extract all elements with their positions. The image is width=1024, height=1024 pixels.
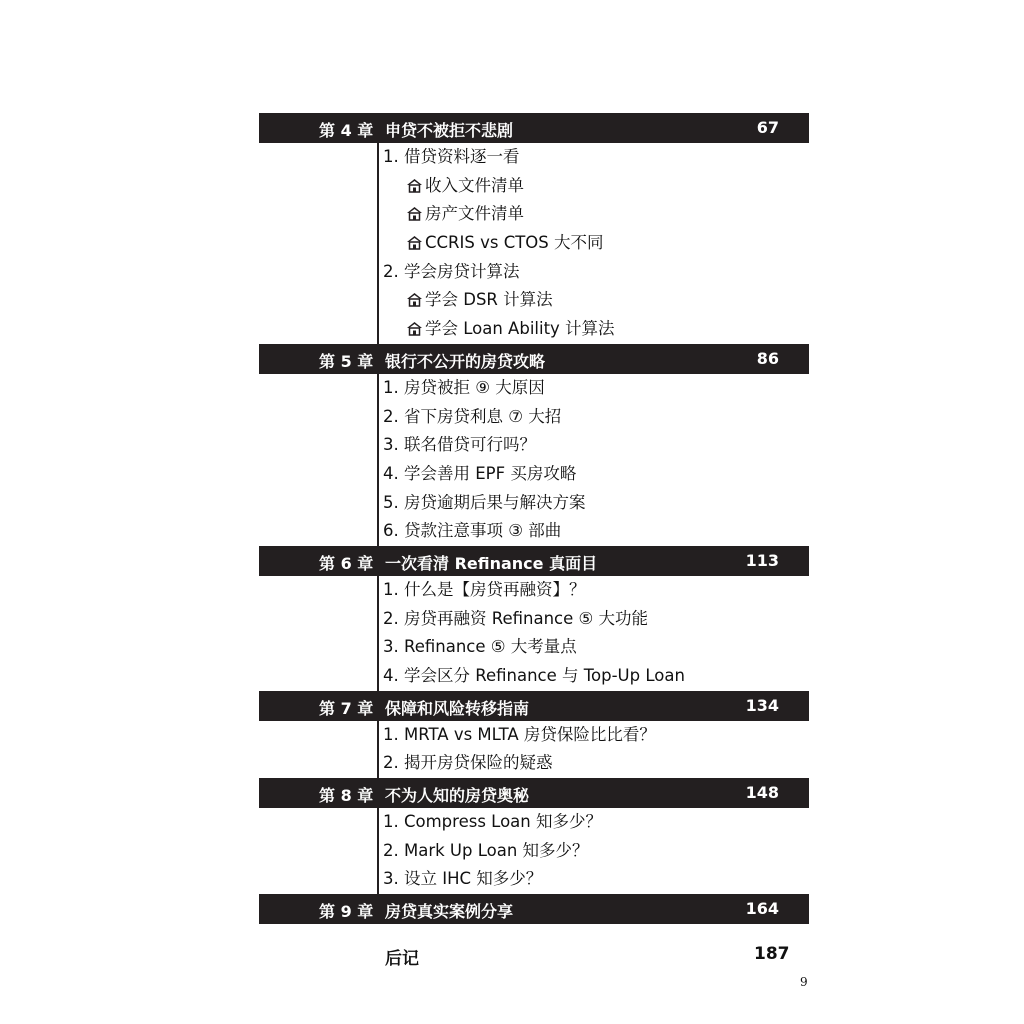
toc-item [379, 808, 809, 837]
afterword-title: 后记 [385, 949, 419, 969]
chapter-items [377, 143, 809, 344]
chapter-page: 134 [745, 695, 779, 715]
toc-item-text: 3. Refinance ⑤ 大考量点 [383, 637, 577, 657]
toc-item-text: 3. 设立 IHC 知多少？ [383, 869, 543, 889]
toc-item [379, 258, 809, 287]
toc-item [379, 403, 809, 432]
chapter-label: 第 6 章 [319, 553, 374, 573]
toc-item-text: 2. 学会房贷计算法 [383, 261, 520, 281]
toc-subitem [379, 286, 809, 315]
toc-subitem [379, 172, 809, 201]
chapter-page: 113 [745, 550, 779, 570]
house-icon [406, 235, 423, 250]
toc-item-text: 5. 房贷逾期后果与解决方案 [383, 492, 586, 512]
toc-item [379, 517, 809, 546]
toc-item [379, 143, 809, 172]
chapter-header [259, 344, 809, 374]
afterword-page: 187 [754, 944, 790, 964]
chapter-title: 房贷真实案例分享 [385, 902, 514, 922]
chapter-page: 164 [745, 899, 779, 919]
toc-item-text: 1. Compress Loan 知多少？ [383, 812, 602, 832]
chapter-title: 一次看清 Refinance 真面目 [385, 553, 598, 573]
chapter-page: 148 [745, 783, 779, 803]
chapter-label: 第 5 章 [319, 351, 374, 371]
toc-item [379, 431, 809, 460]
chapter-label: 第 4 章 [319, 121, 374, 140]
chapter-header [259, 894, 809, 924]
toc-item-text: 1. 什么是【房贷再融资】？ [383, 579, 586, 599]
toc-item-text: 1. 房贷被拒 ⑨ 大原因 [383, 377, 545, 397]
toc-item-text: 2. 省下房贷利息 ⑦ 大招 [383, 406, 562, 426]
chapter-label: 第 7 章 [319, 698, 374, 718]
toc-item-text: 收入文件清单 [425, 175, 524, 195]
toc-item-text: 1. 借贷资料逐一看 [383, 147, 520, 166]
chapter-items [377, 576, 809, 691]
chapter-header [259, 113, 809, 143]
chapter-title: 不为人知的房贷奥秘 [385, 786, 530, 806]
toc-subitem [379, 229, 809, 258]
chapter-items [377, 808, 809, 894]
chapter-title: 银行不公开的房贷攻略 [385, 351, 546, 371]
house-icon [406, 178, 423, 193]
toc-item-text: 2. 揭开房贷保险的疑惑 [383, 753, 553, 773]
chapter-label: 第 9 章 [319, 902, 374, 922]
chapter-page: 86 [756, 348, 779, 368]
toc-item [379, 374, 809, 403]
toc-item [379, 633, 809, 662]
toc-item [379, 489, 809, 518]
toc-item-text: 4. 学会善用 EPF 买房攻略 [383, 463, 577, 483]
table-of-contents [259, 113, 809, 924]
chapter-page: 67 [756, 118, 779, 137]
chapter-header [259, 691, 809, 721]
house-icon [406, 206, 423, 221]
toc-item-text: 6. 贷款注意事项 ③ 部曲 [383, 521, 562, 541]
toc-item-text: 房产文件清单 [425, 204, 524, 224]
toc-item-text: 2. Mark Up Loan 知多少？ [383, 840, 589, 860]
page-number: 9 [800, 975, 808, 989]
chapter-items [377, 374, 809, 546]
toc-item [379, 605, 809, 634]
toc-item [379, 662, 809, 691]
toc-item [379, 837, 809, 866]
toc-item-text: 2. 房贷再融资 Refinance ⑤ 大功能 [383, 608, 649, 628]
chapter-title: 保障和风险转移指南 [385, 698, 530, 718]
toc-subitem [379, 200, 809, 229]
house-icon [406, 292, 423, 307]
toc-item-text: 3. 联名借贷可行吗？ [383, 435, 536, 455]
toc-item [379, 749, 809, 778]
toc-subitem [379, 315, 809, 344]
toc-item-text: CCRIS vs CTOS 大不同 [425, 233, 604, 253]
toc-item [379, 460, 809, 489]
toc-item-text: 学会 Loan Ability 计算法 [425, 319, 615, 339]
chapter-label: 第 8 章 [319, 786, 374, 806]
chapter-items [377, 721, 809, 778]
chapter-title: 申贷不被拒不悲剧 [385, 121, 514, 140]
house-icon [406, 321, 423, 336]
toc-item-text: 学会 DSR 计算法 [425, 290, 553, 310]
toc-item [379, 576, 809, 605]
chapter-header [259, 778, 809, 808]
chapter-header [259, 546, 809, 576]
toc-item [379, 721, 809, 750]
toc-item-text: 4. 学会区分 Refinance 与 Top-Up Loan [383, 666, 685, 685]
toc-item-text: 1. MRTA vs MLTA 房贷保险比比看？ [383, 724, 656, 744]
toc-item [379, 865, 809, 894]
